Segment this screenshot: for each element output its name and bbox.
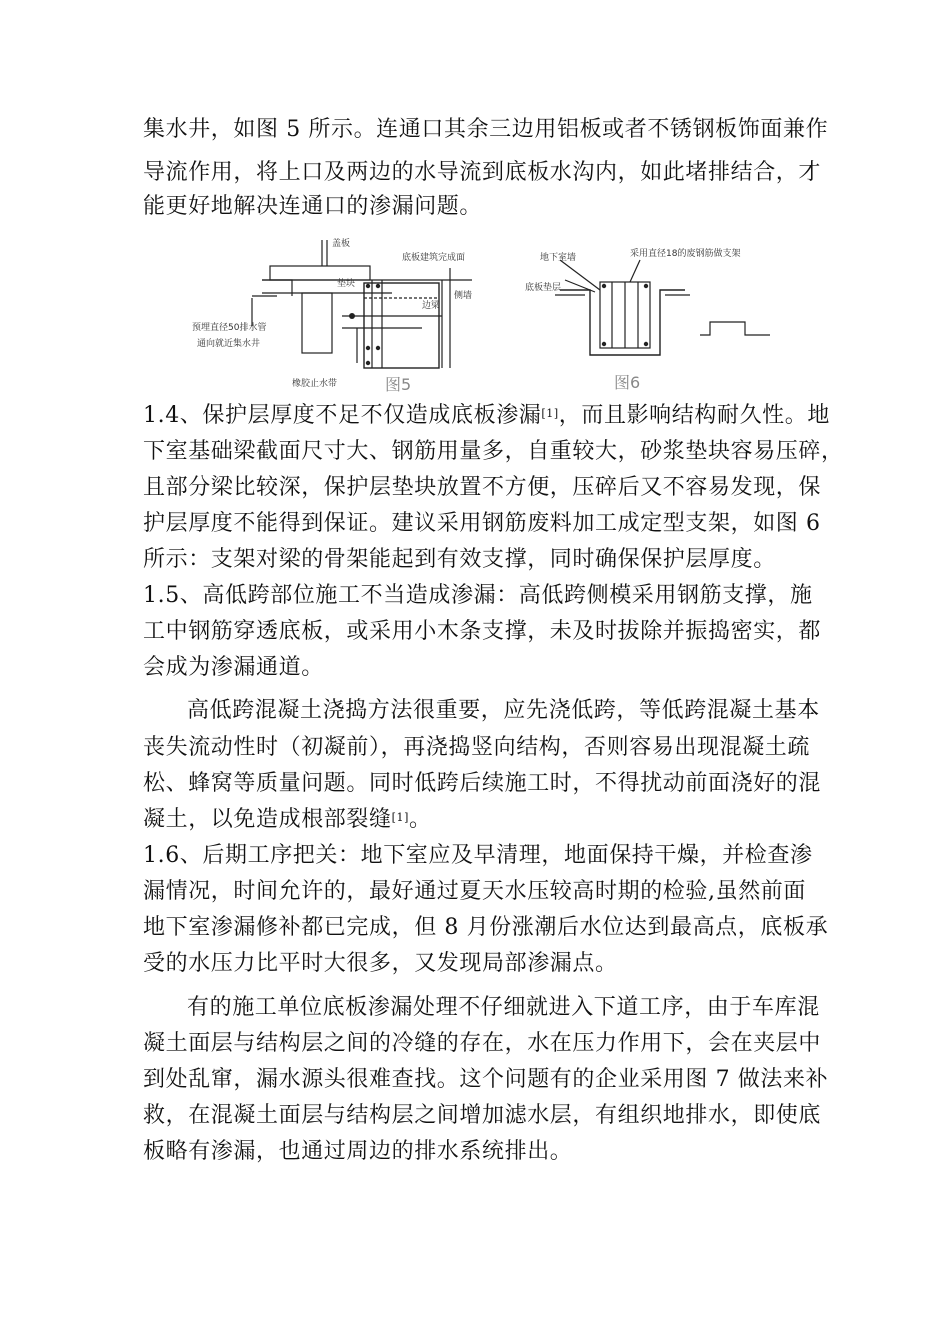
text-line: 凝土，以免造成根部裂缝[1]。: [143, 807, 432, 832]
figure-5-caption: 图5: [385, 375, 412, 394]
text-line: 导流作用，将上口及两边的水导流到底板水沟内，如此堵排结合，才: [143, 160, 822, 185]
text-line: 且部分梁比较深，保护层垫块放置不方便，压碎后又不容易发现，保: [143, 475, 822, 500]
svg-text:通向就近集水井: 通向就近集水井: [197, 339, 261, 349]
text-line: 丧失流动性时（初凝前），再浇捣竖向结构，否则容易出现混凝土疏: [143, 735, 811, 760]
text-line: 板略有渗漏，也通过周边的排水系统排出。: [143, 1139, 573, 1164]
svg-text:采用直径18的废钢筋做支架: 采用直径18的废钢筋做支架: [630, 249, 741, 259]
citation: [1]: [391, 811, 409, 824]
text-line: 松、蜂窝等质量问题。同时低跨后续施工时，不得扰动前面浇好的混: [143, 771, 822, 796]
citation: [1]: [541, 407, 559, 420]
svg-text:盖板: 盖板: [332, 239, 351, 249]
svg-text:垫块: 垫块: [337, 279, 356, 289]
support-bar: [700, 322, 770, 335]
text-line: 凝土面层与结构层之间的冷缝的存在，水在压力作用下，会在夹层中: [143, 1031, 822, 1056]
figure-6-diagram: [520, 240, 790, 370]
svg-text:侧墙: 侧墙: [454, 291, 473, 301]
text-line: 工中钢筋穿透底板，或采用小木条支撑，未及时拔除并振捣密实，都: [143, 619, 822, 644]
text-line: 受的水压力比平时大很多，又发现局部渗漏点。: [143, 951, 618, 976]
svg-text:底板垫层: 底板垫层: [525, 283, 562, 293]
svg-text:地下室墙: 地下室墙: [540, 253, 577, 263]
svg-text:边梁: 边梁: [422, 301, 441, 311]
figure-5-diagram: [192, 238, 492, 388]
text-line: 下室基础梁截面尺寸大、钢筋用量多，自重较大，砂浆垫块容易压碎，: [143, 439, 844, 464]
text-line: 地下室渗漏修补都已完成，但 8 月份涨潮后水位达到最高点，底板承: [143, 915, 829, 940]
text-line: 会成为渗漏通道。: [143, 655, 324, 680]
drain-channel: [302, 293, 332, 353]
text-line: 1.6、后期工序把关：地下室应及早清理，地面保持干燥，并检查渗: [143, 843, 813, 868]
svg-text:预埋直径50排水管: 预埋直径50排水管: [192, 323, 267, 333]
text-line: 护层厚度不能得到保证。建议采用钢筋废料加工成定型支架，如图 6: [143, 511, 821, 536]
text-line: 救，在混凝土面层与结构层之间增加滤水层，有组织地排水，即使底: [143, 1103, 822, 1128]
text-line: 高低跨混凝土浇捣方法很重要，应先浇低跨，等低跨混凝土基本: [187, 698, 820, 723]
svg-text:橡胶止水带: 橡胶止水带: [292, 379, 338, 388]
text-line: 能更好地解决连通口的渗漏问题。: [143, 194, 483, 219]
svg-text:底板建筑完成面: 底板建筑完成面: [402, 253, 466, 263]
text-line: 所示：支架对梁的骨架能起到有效支撑，同时确保保护层厚度。: [143, 547, 776, 572]
pit-outline: [560, 290, 685, 355]
edge-beam: [364, 283, 439, 368]
text-line: 1.5、高低跨部位施工不当造成渗漏：高低跨侧模采用钢筋支撑，施: [143, 583, 813, 608]
text-line: 1.4、保护层厚度不足不仅造成底板渗漏[1]，而且影响结构耐久性。地: [143, 403, 830, 428]
text-line: 到处乱窜，漏水源头很难查找。这个问题有的企业采用图 7 做法来补: [143, 1067, 829, 1092]
cover-plate: [270, 266, 370, 280]
text-line: 漏情况，时间允许的，最好通过夏天水压较高时期的检验,虽然前面: [143, 879, 806, 904]
text-line: 集水井，如图 5 所示。连通口其余三边用铝板或者不锈钢板饰面兼作: [143, 117, 829, 142]
figure-6-caption: 图6: [614, 373, 641, 392]
text-line: 有的施工单位底板渗漏处理不仔细就进入下道工序，由于车库混: [187, 995, 820, 1020]
